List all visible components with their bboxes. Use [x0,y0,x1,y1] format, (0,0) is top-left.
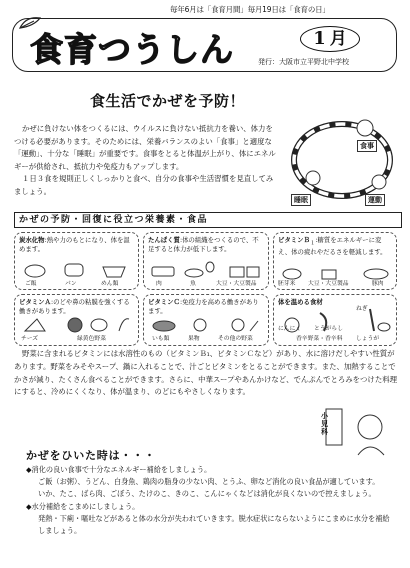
food-label: しょうが [356,336,380,342]
cycle-label-sleep: 睡眠 [291,194,311,206]
nutrient-subscript: １ [309,240,316,247]
food-label: めん類 [101,281,119,287]
cold-detail: いか、たこ、ばら肉、ごぼう、たけのこ、きのこ、こんにゃくなどは消化が良くないので控えましょう。 [38,489,376,499]
intro-text [14,123,276,199]
issue-unit: 月 [329,29,347,49]
issue-number: 1 [313,28,326,49]
nutrient-heading: ビタミンＢ [278,236,310,244]
food-label: いも類 [152,336,170,342]
vegetable-text [14,348,397,399]
issue-badge [300,26,360,52]
staple-food-icon [23,261,133,279]
vitamin-a-food-icon [23,315,133,333]
food-label: 緑黄色野菜 [77,336,106,342]
cycle-ring [283,108,401,208]
cold-bullet: ◆水分補給をこまめにしましょう。 [26,501,140,511]
food-label: 魚 [190,281,196,287]
publisher: 発行：大阪市立平野北中学校 [258,58,349,66]
nutrient-box-vitamin-c [143,294,269,346]
cold-bullet: ◆消化の良い食事で十分なエネルギー補給をしましょう。 [26,465,212,474]
nutrient-heading: ビタミンＣ [148,298,180,306]
nutrient-box-warming-foods [273,294,397,346]
food-label: 大豆・大豆製品 [216,281,257,287]
nutrient-description: :体の組織をつくるので、不足すると体力が低下します。 [148,236,259,253]
nutrient-box-vitamin-a [14,294,139,346]
nutrient-description: :免疫力を高める働きがあります。 [148,298,259,315]
nutrient-box-protein [143,232,269,290]
protein-food-icon [150,261,264,279]
food-label: パン [65,281,77,287]
nutrient-heading: ビタミンＡ [19,298,51,306]
nutrient-heading: たんぱく質 [148,236,180,244]
food-label: 香辛野菜・香辛料 [296,336,343,342]
food-label: 果物 [188,336,200,342]
food-label: チーズ [21,336,39,342]
nutrient-description: :熱や力のもとになり、体を温めます。 [19,236,130,253]
cold-section-title: かぜをひいた時は・・・ [26,449,156,462]
top-note: 毎年6月は「食育月間」毎月19日は「食育の日」 [170,5,330,14]
nutrient-heading: 体を温める食材 [278,298,323,306]
masthead-title: 食育つうしん [30,30,234,69]
nutrient-heading: 炭水化物 [19,236,45,244]
vegetable-paragraph: 野菜に含まれるビタミンには水溶性のもの（ビタミンＢ₁、ビタミンＣなど）があり、水に溶けだしやすい性質があります。野菜をみそやスープ、鍋に入れることで、汁ごとビタミンをとることができます。また、加熱することでかさが減り、たくさん食べることができます。さらに、中華スープやあんかけなど、でんぷんでとろみをつけた料理にすると、冷めにくくなり、体が温まり、のどにもやさしくなります。 [14,349,397,397]
food-label: ご飯 [25,281,37,287]
food-label: 大豆・大豆製品 [308,281,349,287]
cycle-label-exercise: 運動 [365,194,385,206]
food-label: その他の野菜 [218,336,253,342]
food-label: 胚芽米 [278,281,296,287]
cold-detail: ご飯（お粥）、うどん、白身魚、鶏肉の脂身の少ない肉、とうふ、卵など消化の良い食品が適しています。 [38,477,380,487]
nutrient-description: :糖質をエネルギーに変え、体の疲れやだるさを軽減します。 [278,236,387,257]
cold-section-text [26,464,396,537]
clinic-sign: 小児科 [321,412,328,436]
intro-paragraph: かぜに負けない体をつくるには、ウイルスに負けない抵抗力を養い、体力をつける必要があります。そのためには、栄養バランスのよい「食事」と適度な「運動」、十分な「睡眠」が重要です。食事をとると体温が上がり、体にエネルギーが供給され、抵抗力や免疫力もアップします。 [14,124,276,171]
food-label: にんにく [278,326,302,332]
food-label: 肉 [156,281,162,287]
headline: 食生活でかぜを予防！ [90,92,246,110]
nutrient-box-vitamin-b1 [273,232,397,290]
nutrient-description: :のどや鼻の粘膜を強くする働きがあります。 [19,298,130,315]
intro-paragraph: １日３食を規則正しくしっかりと食べ、自分の食事や生活習慣を見直してみましょう。 [14,174,274,196]
cold-detail: 発熱・下痢・嘔吐などがあると体の水分が失われていきます。脱水症状にならないようにこまめに水分を補給しましょう。 [38,513,390,536]
cycle-label-meal: 食事 [357,140,377,152]
food-label: ねぎ [356,306,368,312]
health-cycle-diagram [283,108,401,208]
vitamin-b1-food-icon [280,267,392,281]
section-title: かぜの予防・回復に役立つ栄養素・食品 [14,212,402,228]
vitamin-c-food-icon [150,317,264,333]
nutrient-box-carbohydrate [14,232,139,290]
food-label: 豚肉 [372,281,384,287]
food-label: とうがらし [314,326,343,332]
